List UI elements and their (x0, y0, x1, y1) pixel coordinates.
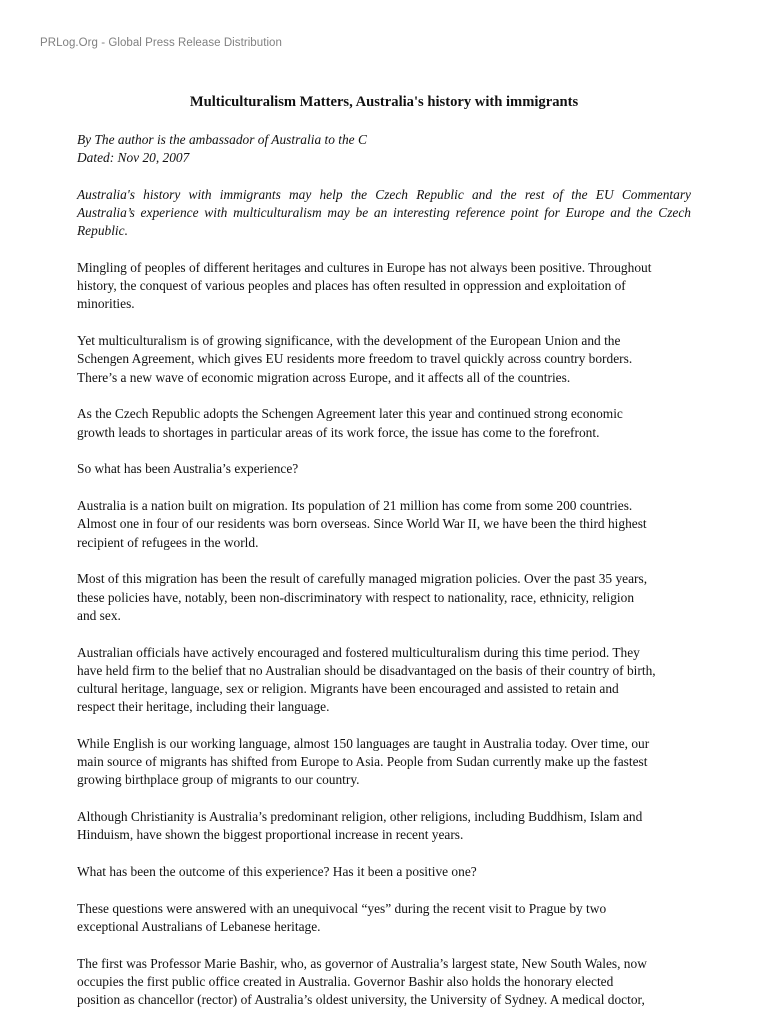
paragraph-line: growth leads to shortages in particular areas of its work force, the issue has come to the forefront. (77, 424, 600, 440)
abstract: Australia's history with immigrants may help the Czech Republic and the rest of the EU Commentary Australia’s experience with multiculturalism may be an interesting reference point for Europe and the Czech Republic. (77, 187, 691, 239)
paragraph-line: minorities. (77, 296, 135, 312)
body-paragraph (77, 332, 693, 387)
paragraph-line: Mingling of peoples of different heritages and cultures in Europe has not always been positive. Throughout (77, 260, 652, 275)
paragraph-line: position as chancellor (rector) of Australia’s oldest university, the University of Sydney. A medical doctor, (77, 992, 645, 1008)
paragraph-line: Yet multiculturalism is of growing significance, with the development of the European Union and the (77, 333, 621, 349)
paragraph-line: While English is our working language, almost 150 languages are taught in Australia today. Over time, our (77, 736, 650, 752)
body-paragraph (77, 497, 693, 552)
body-paragraph (77, 863, 693, 881)
article-body (77, 259, 693, 1028)
body-paragraph (77, 570, 693, 625)
paragraph-line: and sex. (77, 607, 121, 623)
body-paragraph (77, 460, 693, 478)
paragraph-line: The first was Professor Marie Bashir, who, as governor of Australia’s largest state, New South Wales, now (77, 956, 647, 972)
body-paragraph (77, 808, 693, 844)
paragraph-line: Almost one in four of our residents was born overseas. Since World War II, we have been the third highest (77, 516, 647, 532)
byline-author: By The author is the ambassador of Australia to the C (77, 132, 367, 147)
body-paragraph (77, 259, 693, 314)
paragraph-line: As the Czech Republic adopts the Schengen Agreement later this year and continued strong economic (77, 406, 623, 422)
paragraph-line: growing birthplace group of migrants to our country. (77, 772, 360, 788)
paragraph-line: history, the conquest of various peoples and places has often resulted in oppression and exploitation of (77, 278, 626, 294)
paragraph-line: Although Christianity is Australia’s predominant religion, other religions, including Buddhism, Islam and (77, 809, 643, 825)
body-paragraph (77, 644, 693, 717)
document-title: Multiculturalism Matters, Australia's history with immigrants (189, 94, 579, 110)
paragraph-line: exceptional Australians of Lebanese heritage. (77, 919, 321, 935)
paragraph-line: What has been the outcome of this experience? Has it been a positive one? (77, 864, 477, 880)
paragraph-line: respect their heritage, including their language. (77, 699, 330, 715)
byline (77, 131, 367, 167)
body-paragraph (77, 900, 693, 936)
body-paragraph (77, 405, 693, 441)
paragraph-line: main source of migrants has shifted from Europe to Asia. People from Sudan currently make up the fastest (77, 754, 648, 770)
source-header: PRLog.Org - Global Press Release Distribution (40, 37, 282, 49)
body-paragraph (77, 955, 693, 1010)
paragraph-line: So what has been Australia’s experience? (77, 461, 299, 477)
paragraph-line: Schengen Agreement, which gives EU residents more freedom to travel quickly across country borders. (77, 351, 633, 367)
paragraph-line: Australia is a nation built on migration. Its population of 21 million has come from some 200 countries. (77, 498, 633, 514)
paragraph-line: these policies have, notably, been non-discriminatory with respect to nationality, race, ethnicity, religion (77, 589, 635, 605)
paragraph-line: cultural heritage, language, sex or religion. Migrants have been encouraged and assisted to retain and (77, 681, 619, 697)
byline-date: Dated: Nov 20, 2007 (77, 150, 190, 165)
paragraph-line: There’s a new wave of economic migration across Europe, and it affects all of the countries. (77, 369, 571, 385)
paragraph-line: Hinduism, have shown the biggest proportional increase in recent years. (77, 827, 464, 843)
paragraph-line: Australian officials have actively encouraged and fostered multiculturalism during this time period. They (77, 644, 640, 660)
paragraph-line: have held firm to the belief that no Australian should be disadvantaged on the basis of their country of birth, (77, 662, 656, 678)
paragraph-line: These questions were answered with an unequivocal “yes” during the recent visit to Prague by two (77, 901, 607, 917)
body-paragraph (77, 735, 693, 790)
paragraph-line: Most of this migration has been the result of carefully managed migration policies. Over the past 35 years, (77, 571, 648, 587)
paragraph-line: occupies the first public office created in Australia. Governor Bashir also holds the honorary elected (77, 974, 614, 990)
paragraph-line: recipient of refugees in the world. (77, 534, 259, 550)
